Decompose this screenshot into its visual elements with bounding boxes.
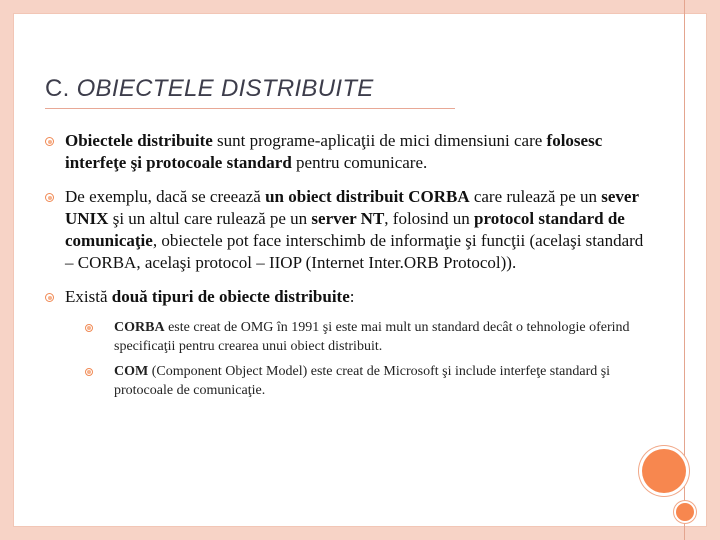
sub-bullet-item-corba (75, 318, 645, 356)
bullet-item-example (45, 186, 645, 274)
bullet-bold-text: folosesc interfeţe şi protocoale standard (65, 131, 603, 172)
bullet-text: Există (65, 287, 112, 306)
bullet-item-types (45, 286, 645, 400)
decorative-vertical-line (684, 0, 685, 540)
bullet-text: De exemplu, dacă se creează (65, 187, 266, 206)
sub-bullet-bold-text: CORBA (114, 320, 165, 335)
bullet-text: şi un altul care rulează pe un (108, 209, 312, 228)
bullet-text: pentru comunicare. (291, 153, 428, 172)
bullet-marker-icon (45, 137, 54, 146)
sub-bullet-text: este creat de OMG în 1991 şi este mai mult un standard decât o tehnologie oferind specificaţii pentru crearea unui obiect distribuit. (114, 320, 630, 354)
bullet-bold-text: server NT (311, 209, 385, 228)
decorative-circle-small (676, 503, 694, 521)
bullet-text: , obiectele pot face interschimb de informaţie şi funcţii (acelaşi standard – CORBA, acelaşi protocol – IIOP (Internet Inter.ORB Protocol)). (65, 231, 644, 272)
bullet-text: : (349, 287, 355, 306)
slide-title (45, 75, 374, 103)
title-main: OBIECTELE DISTRIBUITE (76, 75, 374, 102)
bullet-bold-text: sever UNIX (65, 187, 639, 228)
sub-bullet-item-com (75, 362, 645, 400)
bullet-bold-text: un obiect distribuit CORBA (265, 187, 470, 206)
decorative-circle-large (642, 449, 686, 493)
sub-bullet-text: (Component Object Model) este creat de Microsoft şi include interfeţe standard şi protocoale de comunicaţie. (114, 364, 611, 398)
title-prefix: C. (45, 75, 77, 102)
sub-bullet-bold-text: COM (114, 364, 149, 379)
sub-bullet-marker-icon (85, 324, 93, 332)
bullet-item-definition (45, 130, 645, 174)
bullet-text: care rulează pe un (469, 187, 602, 206)
sub-bullet-list (75, 318, 645, 400)
bullet-bold-text: două tipuri de obiecte distribuite (111, 287, 350, 306)
title-underline (45, 108, 455, 109)
bullet-list (45, 130, 645, 412)
bullet-bold-text: protocol standard de comunicaţie (65, 209, 625, 250)
bullet-text: sunt programe-aplicaţii de mici dimensiuni care (212, 131, 547, 150)
bullet-marker-icon (45, 193, 54, 202)
bullet-text: , folosind un (384, 209, 475, 228)
bullet-bold-text: Obiectele distribuite (65, 131, 213, 150)
sub-bullet-marker-icon (85, 368, 93, 376)
bullet-marker-icon (45, 293, 54, 302)
